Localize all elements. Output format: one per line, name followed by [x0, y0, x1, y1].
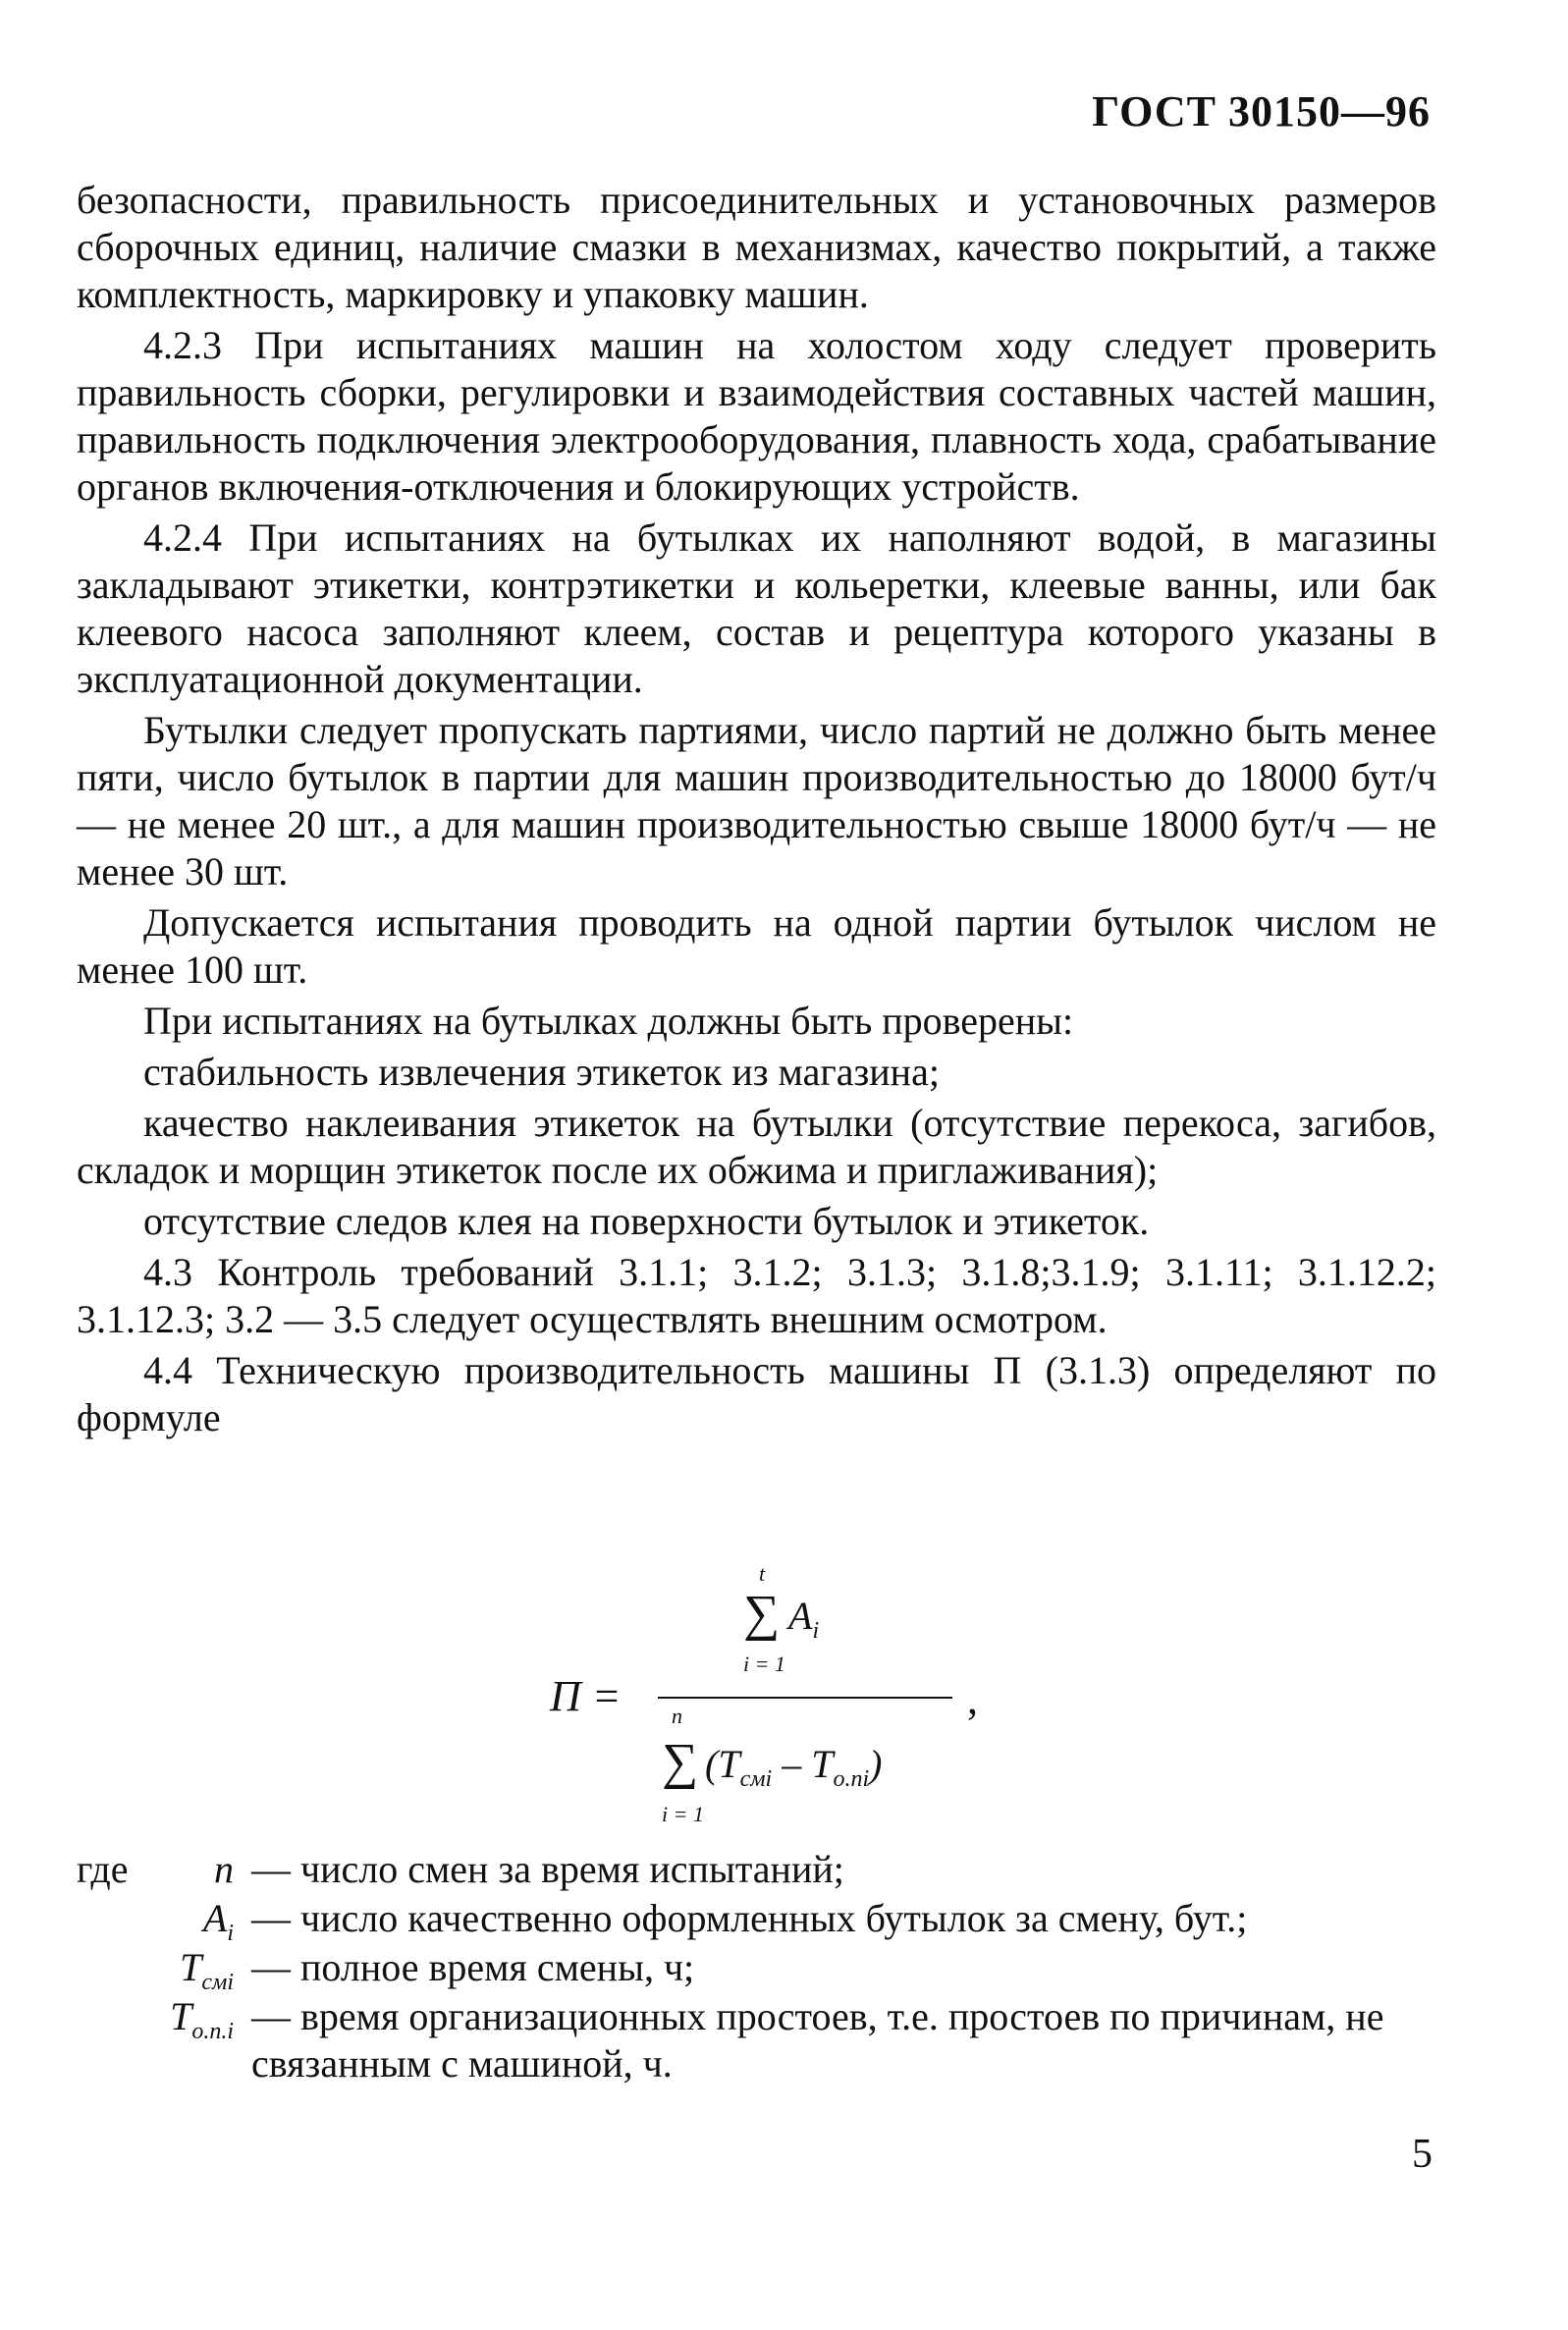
definition-row-tsm — [77, 1944, 1451, 1993]
denominator-sub-downtime: о.пi — [833, 1766, 870, 1792]
paragraph-5: Допускается испытания проводить на одной партии бутылок числом не менее 100 шт. — [77, 900, 1436, 992]
formula-lhs: П = — [550, 1672, 622, 1720]
definition-row-n — [77, 1846, 1451, 1895]
definition-row-top — [77, 1993, 1451, 2087]
paragraph-2: 4.2.3 При испытаниях машин на холостом ходу следует проверить правильность сборки, регулировки и взаимодействия составных частей машин, правильность подключения электрооборудования, плавность хода, срабатывание органов включения-отключения и блокирующих устройств. — [77, 323, 1436, 509]
paragraph-10: 4.3 Контроль требований 3.1.1; 3.1.2; 3.1.3; 3.1.8;3.1.9; 3.1.11; 3.1.12.2; 3.1.12.3; 3.2 — 3.5 следует осуществлять внешним осмотром. — [77, 1250, 1436, 1341]
paragraph-6: При испытаниях на бутылках должны быть проверены: — [143, 999, 1074, 1043]
definition-text-tsm: — полное время смены, ч; — [251, 1945, 695, 1989]
paragraph-1: безопасности, правильность присоединительных и установочных размеров сборочных единиц, наличие смазки в механизмах, качество покрытий, а также комплектность, маркировку и упаковку машин. — [77, 178, 1436, 316]
formula-denominator — [658, 1704, 992, 1836]
body-text — [77, 177, 1436, 1445]
symbol-t-shift: T — [180, 1945, 202, 1989]
symbol-n: n — [214, 1847, 234, 1891]
paragraph-4: Бутылки следует пропускать партиями, число партий не должно быть менее пяти, число бутылок в партии для машин производительностью до 18000 бут/ч — не менее 20 шт., а для машин производительностью свыше 18000 бут/ч — не менее 30 шт. — [77, 708, 1436, 894]
document-code-header: ГОСТ 30150—96 — [1092, 87, 1431, 135]
numerator-upper-limit: t — [759, 1561, 766, 1586]
numerator-sum-symbol: ∑ — [743, 1586, 781, 1642]
formula-trailing-comma: , — [967, 1675, 978, 1723]
symbol-t-shift-subscript: смi — [201, 1970, 234, 1995]
denominator-sum-symbol: ∑ — [662, 1734, 699, 1790]
formula-numerator — [731, 1561, 928, 1689]
numerator-lower-limit: i = 1 — [743, 1652, 785, 1676]
symbol-a: A — [202, 1896, 228, 1940]
definitions-prefix: где — [77, 1847, 129, 1891]
productivity-formula — [550, 1561, 1041, 1836]
paragraph-8: качество наклеивания этикеток на бутылки (отсутствие перекоса, загибов, складок и морщин этикеток после их обжима и приглаживания); — [77, 1101, 1436, 1192]
symbol-t-downtime-subscript: о.п.i — [191, 2019, 234, 2044]
paragraph-9: отсутствие следов клея на поверхности бутылок и этикеток. — [143, 1199, 1150, 1243]
denominator-close: ) — [869, 1742, 883, 1786]
paragraph-3: 4.2.4 При испытаниях на бутылках их наполняют водой, в магазины закладывают этикетки, контрэтикетки и кольеретки, клеевые ванны, или бак клеевого насоса заполняют клеем, состав и рецептура которого указаны в эксплуатационной документации. — [77, 515, 1436, 701]
paragraph-7: стабильность извлечения этикеток из магазина; — [143, 1050, 940, 1094]
numerator-term-symbol: A — [788, 1594, 813, 1638]
page-number: 5 — [1412, 2132, 1433, 2177]
variable-definitions — [77, 1846, 1451, 2087]
denominator-term — [705, 1741, 882, 1793]
definition-symbol-n — [77, 1846, 234, 1893]
denominator-minus: – T — [772, 1742, 834, 1786]
numerator-term-subscript: i — [812, 1618, 820, 1644]
symbol-a-subscript: i — [227, 1921, 234, 1946]
definition-text-n: — число смен за время испытаний; — [251, 1847, 844, 1891]
definition-text-ai: — число качественно оформленных бутылок за смену, бут.; — [251, 1896, 1248, 1940]
fraction-line — [658, 1697, 952, 1699]
symbol-t-downtime: T — [170, 1994, 192, 2038]
paragraph-11: 4.4 Техническую производительность машины П (3.1.3) определяют по формуле — [77, 1348, 1436, 1439]
denominator-upper-limit: n — [672, 1704, 682, 1728]
definition-symbol-top — [77, 1993, 234, 2055]
definition-row-ai — [77, 1895, 1451, 1944]
numerator-term — [788, 1593, 819, 1645]
denominator-lower-limit: i = 1 — [662, 1802, 704, 1826]
denominator-open: (T — [705, 1742, 740, 1786]
denominator-sub-shift: смi — [739, 1766, 773, 1792]
definition-text-top: — время организационных простоев, т.е. простоев по причинам, не связанным с машиной, ч. — [251, 1994, 1384, 2086]
